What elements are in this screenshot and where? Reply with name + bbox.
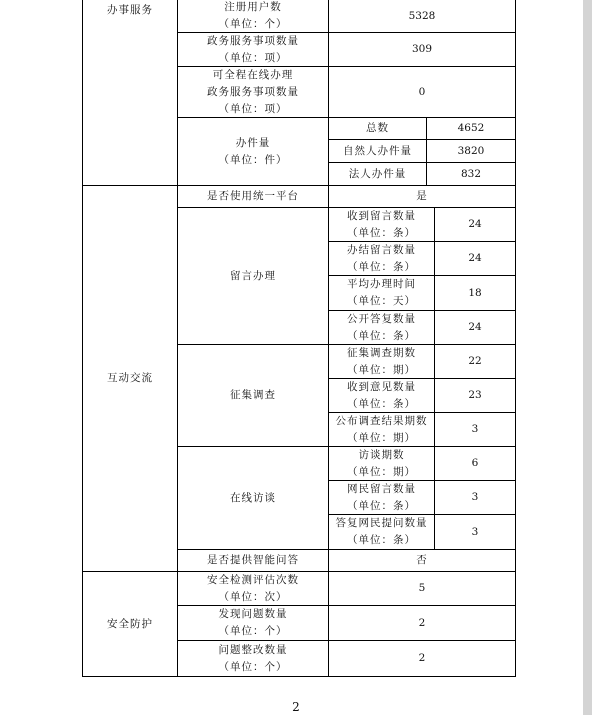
registered-users-label-cell: 注册用户数 （单位：个） — [178, 0, 329, 33]
messages-received-label: 收到留言数量 （单位：条） — [329, 208, 435, 242]
service-items-value: 309 — [329, 33, 516, 67]
handled-natural-value: 3820 — [427, 140, 516, 163]
interview-answers-label: 答复网民提问数量 （单位：条） — [329, 515, 435, 550]
service-items-label-cell: 政务服务事项数量 （单位：项） — [178, 33, 329, 67]
interview-periods-value: 6 — [435, 447, 516, 481]
messages-avg-time-value: 18 — [435, 276, 516, 311]
section-service — [83, 0, 178, 186]
messages-received-value: 24 — [435, 208, 516, 242]
messages-avg-time-label: 平均办理时间 （单位：天） — [329, 276, 435, 311]
unified-platform-value: 是 — [329, 186, 516, 208]
checks-label-cell: 安全检测评估次数 （单位：次） — [178, 572, 329, 606]
survey-opinions-label: 收到意见数量 （单位：条） — [329, 379, 435, 413]
interview-messages-value: 3 — [435, 481, 516, 515]
smart-qa-value: 否 — [329, 550, 516, 572]
messages-completed-value: 24 — [435, 242, 516, 276]
interview-messages-label: 网民留言数量 （单位：条） — [329, 481, 435, 515]
interview-answers-value: 3 — [435, 515, 516, 550]
registered-users-value: 5328 — [329, 0, 516, 33]
handled-natural-label: 自然人办件量 — [329, 140, 427, 163]
online-items-label-cell: 可全程在线办理 政务服务事项数量 （单位：项） — [178, 67, 329, 118]
messages-completed-label: 办结留言数量 （单位：条） — [329, 242, 435, 276]
checks-value: 5 — [329, 572, 516, 606]
messages-label-cell: 留言办理 — [178, 208, 329, 345]
survey-periods-value: 22 — [435, 345, 516, 379]
problems-found-label-cell: 发现问题数量 （单位：个） — [178, 606, 329, 641]
interview-periods-label: 访谈期数 （单位：期） — [329, 447, 435, 481]
page-number: 2 — [292, 700, 300, 714]
survey-periods-label: 征集调查期数 （单位：期） — [329, 345, 435, 379]
section-service-label: 办事服务 — [107, 4, 153, 16]
handled-total-value: 4652 — [427, 118, 516, 140]
problems-fixed-value: 2 — [329, 641, 516, 677]
handled-legal-value: 832 — [427, 163, 516, 186]
online-items-value: 0 — [329, 67, 516, 118]
section-security: 安全防护 — [83, 572, 178, 677]
interview-label-cell: 在线访谈 — [178, 447, 329, 550]
messages-public-label: 公开答复数量 （单位：条） — [329, 311, 435, 345]
scrollbar-track[interactable] — [583, 0, 592, 715]
problems-fixed-label-cell: 问题整改数量 （单位：个） — [178, 641, 329, 677]
smart-qa-label: 是否提供智能问答 — [178, 550, 329, 572]
survey-opinions-value: 23 — [435, 379, 516, 413]
messages-public-value: 24 — [435, 311, 516, 345]
handled-label-cell: 办件量 （单位：件） — [178, 118, 329, 186]
handled-total-label: 总数 — [329, 118, 427, 140]
problems-found-value: 2 — [329, 606, 516, 641]
survey-results-label: 公布调查结果期数 （单位：期） — [329, 413, 435, 447]
unified-platform-label: 是否使用统一平台 — [178, 186, 329, 208]
handled-legal-label: 法人办件量 — [329, 163, 427, 186]
section-interaction: 互动交流 — [83, 186, 178, 572]
survey-label-cell: 征集调查 — [178, 345, 329, 447]
survey-results-value: 3 — [435, 413, 516, 447]
